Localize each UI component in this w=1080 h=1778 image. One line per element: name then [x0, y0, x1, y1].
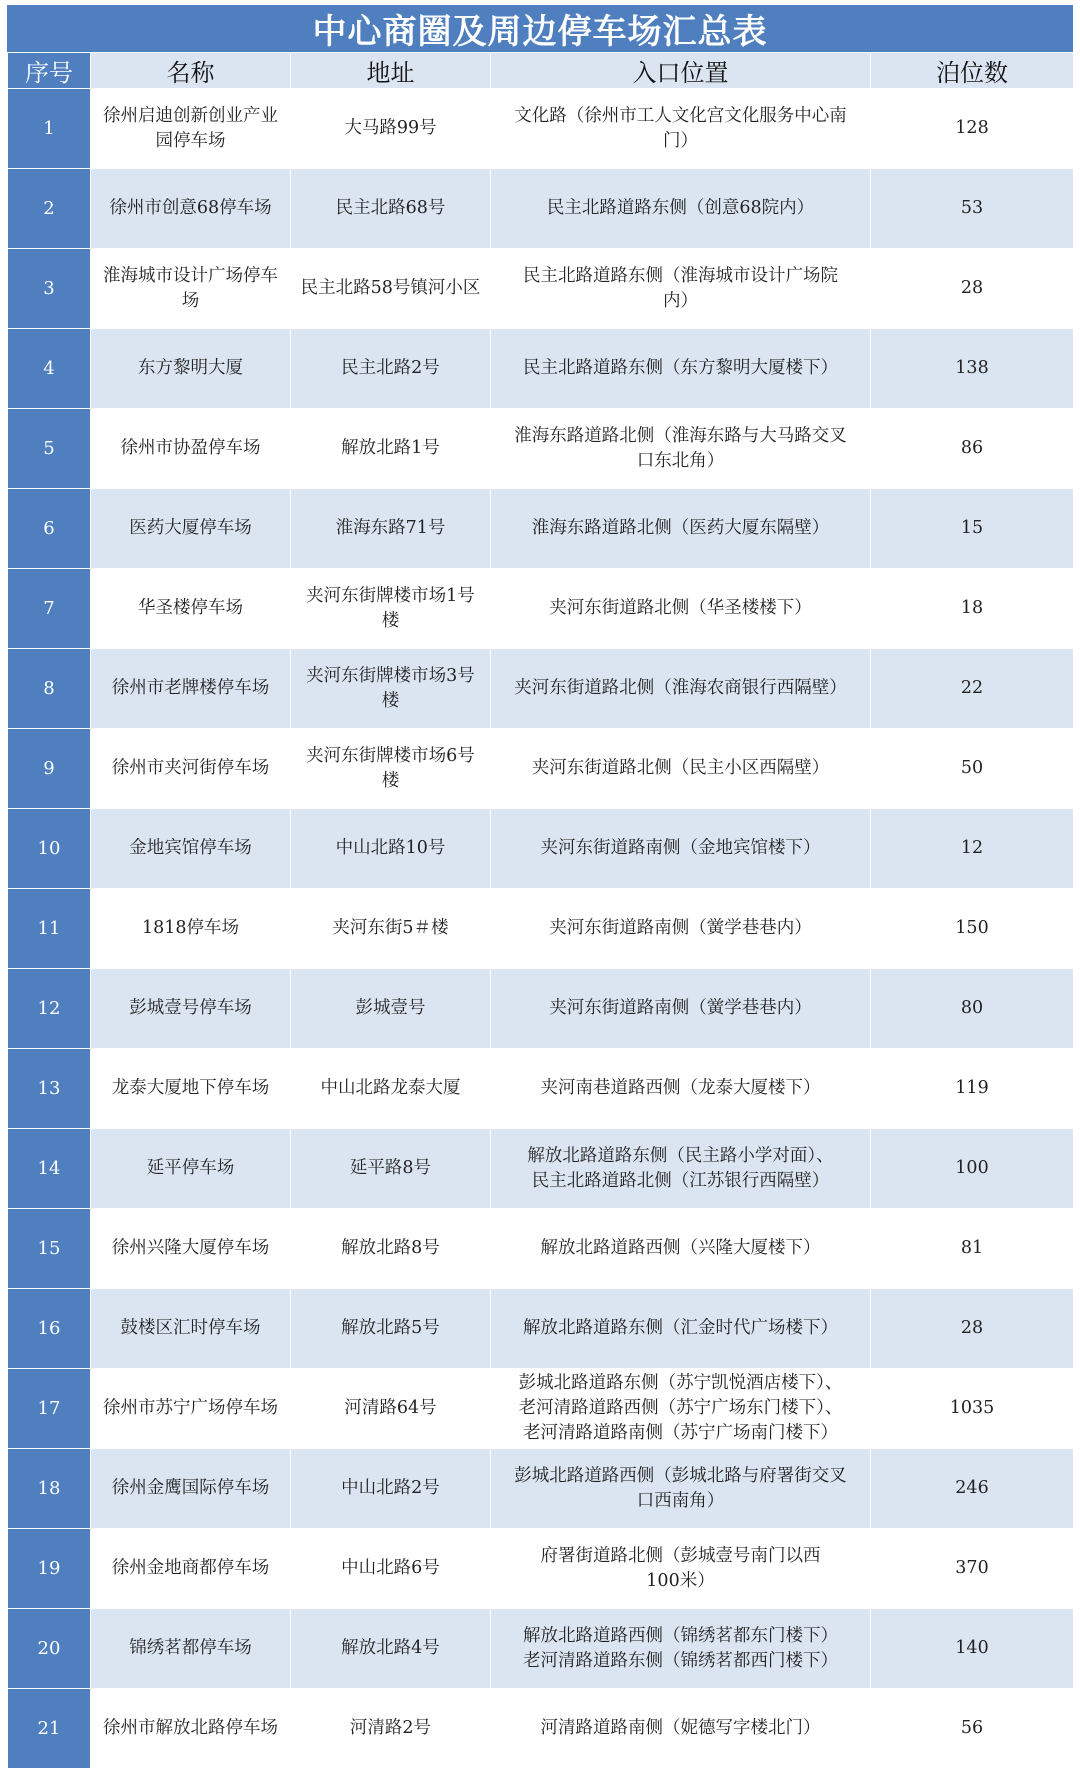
parking-name-cell: 东方黎明大厦 [91, 329, 291, 409]
row-index-cell: 6 [8, 489, 91, 569]
address-cell: 中山北路2号 [291, 1449, 491, 1529]
row-index-cell: 3 [8, 249, 91, 329]
parking-name-cell: 医药大厦停车场 [91, 489, 291, 569]
row-index-cell: 12 [8, 969, 91, 1049]
parking-name-cell: 延平停车场 [91, 1129, 291, 1209]
parking-name-cell: 徐州市解放北路停车场 [91, 1689, 291, 1769]
address-cell: 解放北路4号 [291, 1609, 491, 1689]
row-index-cell: 21 [8, 1689, 91, 1769]
entrance-cell: 解放北路道路东侧（汇金时代广场楼下） [491, 1289, 871, 1369]
table-title: 中心商圈及周边停车场汇总表 [7, 5, 1073, 52]
row-index-cell: 1 [8, 89, 91, 169]
row-index-cell: 19 [8, 1529, 91, 1609]
address-cell: 夹河东街5＃楼 [291, 889, 491, 969]
address-cell: 解放北路5号 [291, 1289, 491, 1369]
spaces-cell: 56 [871, 1689, 1074, 1769]
address-cell: 民主北路58号镇河小区 [291, 249, 491, 329]
table-row [8, 1449, 1074, 1529]
parking-name-cell: 徐州金鹰国际停车场 [91, 1449, 291, 1529]
row-index-cell: 9 [8, 729, 91, 809]
entrance-cell: 彭城北路道路西侧（彭城北路与府署街交叉 口西南角） [491, 1449, 871, 1529]
parking-name-cell: 徐州启迪创新创业产业 园停车场 [91, 89, 291, 169]
table-row [8, 809, 1074, 889]
entrance-cell: 夹河东街道路北侧（华圣楼楼下） [491, 569, 871, 649]
header-spaces: 泊位数 [871, 53, 1074, 89]
entrance-cell: 淮海东路道路北侧（淮海东路与大马路交叉 口东北角） [491, 409, 871, 489]
address-cell: 夹河东街牌楼市场3号 楼 [291, 649, 491, 729]
spaces-cell: 119 [871, 1049, 1074, 1129]
entrance-cell: 府署街道路北侧（彭城壹号南门以西 100米） [491, 1529, 871, 1609]
entrance-cell: 夹河东街道路南侧（金地宾馆楼下） [491, 809, 871, 889]
table-row [8, 1529, 1074, 1609]
parking-name-cell: 鼓楼区汇时停车场 [91, 1289, 291, 1369]
address-cell: 中山北路龙泰大厦 [291, 1049, 491, 1129]
header-row [8, 53, 1074, 89]
address-cell: 民主北路2号 [291, 329, 491, 409]
address-cell: 彭城壹号 [291, 969, 491, 1049]
header-index: 序号 [8, 53, 91, 89]
spaces-cell: 81 [871, 1209, 1074, 1289]
row-index-cell: 18 [8, 1449, 91, 1529]
spaces-cell: 138 [871, 329, 1074, 409]
header-address: 地址 [291, 53, 491, 89]
row-index-cell: 16 [8, 1289, 91, 1369]
row-index-cell: 8 [8, 649, 91, 729]
spaces-cell: 53 [871, 169, 1074, 249]
parking-name-cell: 龙泰大厦地下停车场 [91, 1049, 291, 1129]
parking-name-cell: 1818停车场 [91, 889, 291, 969]
table-row [8, 569, 1074, 649]
spaces-cell: 22 [871, 649, 1074, 729]
address-cell: 淮海东路71号 [291, 489, 491, 569]
spaces-cell: 246 [871, 1449, 1074, 1529]
table-row [8, 1049, 1074, 1129]
table-row [8, 969, 1074, 1049]
spaces-cell: 15 [871, 489, 1074, 569]
row-index-cell: 7 [8, 569, 91, 649]
spaces-cell: 128 [871, 89, 1074, 169]
spaces-cell: 150 [871, 889, 1074, 969]
table-row [8, 729, 1074, 809]
address-cell: 解放北路1号 [291, 409, 491, 489]
entrance-cell: 夹河南巷道路西侧（龙泰大厦楼下） [491, 1049, 871, 1129]
parking-name-cell: 徐州市苏宁广场停车场 [91, 1369, 291, 1449]
entrance-cell: 彭城北路道路东侧（苏宁凯悦酒店楼下）、 老河清路道路西侧（苏宁广场东门楼下）、 老河清路道路南侧（苏宁广场南门楼下） [491, 1369, 871, 1449]
table-row [8, 1209, 1074, 1289]
parking-name-cell: 锦绣茗都停车场 [91, 1609, 291, 1689]
spaces-cell: 12 [871, 809, 1074, 889]
row-index-cell: 2 [8, 169, 91, 249]
table-row [8, 329, 1074, 409]
address-cell: 夹河东街牌楼市场6号 楼 [291, 729, 491, 809]
address-cell: 河清路2号 [291, 1689, 491, 1769]
row-index-cell: 14 [8, 1129, 91, 1209]
spaces-cell: 28 [871, 1289, 1074, 1369]
entrance-cell: 民主北路道路东侧（东方黎明大厦楼下） [491, 329, 871, 409]
entrance-cell: 淮海东路道路北侧（医药大厦东隔壁） [491, 489, 871, 569]
address-cell: 中山北路10号 [291, 809, 491, 889]
header-name: 名称 [91, 53, 291, 89]
table-row [8, 489, 1074, 569]
table-row [8, 1369, 1074, 1449]
entrance-cell: 民主北路道路东侧（淮海城市设计广场院 内） [491, 249, 871, 329]
parking-name-cell: 徐州兴隆大厦停车场 [91, 1209, 291, 1289]
spaces-cell: 100 [871, 1129, 1074, 1209]
row-index-cell: 5 [8, 409, 91, 489]
table-row [8, 649, 1074, 729]
row-index-cell: 13 [8, 1049, 91, 1129]
parking-name-cell: 徐州市老牌楼停车场 [91, 649, 291, 729]
spaces-cell: 86 [871, 409, 1074, 489]
address-cell: 解放北路8号 [291, 1209, 491, 1289]
entrance-cell: 解放北路道路东侧（民主路小学对面）、 民主北路道路北侧（江苏银行西隔壁） [491, 1129, 871, 1209]
address-cell: 民主北路68号 [291, 169, 491, 249]
spaces-cell: 1035 [871, 1369, 1074, 1449]
spaces-cell: 50 [871, 729, 1074, 809]
address-cell: 中山北路6号 [291, 1529, 491, 1609]
parking-table [7, 52, 1074, 1769]
table-row [8, 409, 1074, 489]
address-cell: 大马路99号 [291, 89, 491, 169]
parking-summary-sheet [7, 5, 1073, 1773]
entrance-cell: 夹河东街道路北侧（民主小区西隔壁） [491, 729, 871, 809]
parking-name-cell: 金地宾馆停车场 [91, 809, 291, 889]
spaces-cell: 80 [871, 969, 1074, 1049]
row-index-cell: 11 [8, 889, 91, 969]
spaces-cell: 28 [871, 249, 1074, 329]
address-cell: 夹河东街牌楼市场1号 楼 [291, 569, 491, 649]
parking-name-cell: 淮海城市设计广场停车 场 [91, 249, 291, 329]
row-index-cell: 10 [8, 809, 91, 889]
entrance-cell: 夹河东街道路南侧（黉学巷巷内） [491, 969, 871, 1049]
row-index-cell: 17 [8, 1369, 91, 1449]
parking-name-cell: 徐州金地商都停车场 [91, 1529, 291, 1609]
table-row [8, 1689, 1074, 1769]
address-cell: 延平路8号 [291, 1129, 491, 1209]
spaces-cell: 370 [871, 1529, 1074, 1609]
row-index-cell: 15 [8, 1209, 91, 1289]
parking-name-cell: 华圣楼停车场 [91, 569, 291, 649]
row-index-cell: 20 [8, 1609, 91, 1689]
table-row [8, 1129, 1074, 1209]
entrance-cell: 夹河东街道路北侧（淮海农商银行西隔壁） [491, 649, 871, 729]
table-body [8, 89, 1074, 1769]
entrance-cell: 夹河东街道路南侧（黉学巷巷内） [491, 889, 871, 969]
entrance-cell: 解放北路道路西侧（锦绣茗都东门楼下） 老河清路道路东侧（锦绣茗都西门楼下） [491, 1609, 871, 1689]
parking-name-cell: 徐州市夹河街停车场 [91, 729, 291, 809]
spaces-cell: 140 [871, 1609, 1074, 1689]
spaces-cell: 18 [871, 569, 1074, 649]
entrance-cell: 河清路道路南侧（妮德写字楼北门） [491, 1689, 871, 1769]
parking-name-cell: 彭城壹号停车场 [91, 969, 291, 1049]
row-index-cell: 4 [8, 329, 91, 409]
entrance-cell: 文化路（徐州市工人文化宫文化服务中心南 门） [491, 89, 871, 169]
table-row [8, 249, 1074, 329]
address-cell: 河清路64号 [291, 1369, 491, 1449]
entrance-cell: 解放北路道路西侧（兴隆大厦楼下） [491, 1209, 871, 1289]
table-row [8, 889, 1074, 969]
table-row [8, 1289, 1074, 1369]
header-entrance: 入口位置 [491, 53, 871, 89]
table-row [8, 1609, 1074, 1689]
table-row [8, 169, 1074, 249]
parking-name-cell: 徐州市创意68停车场 [91, 169, 291, 249]
table-row [8, 89, 1074, 169]
entrance-cell: 民主北路道路东侧（创意68院内） [491, 169, 871, 249]
parking-name-cell: 徐州市协盈停车场 [91, 409, 291, 489]
